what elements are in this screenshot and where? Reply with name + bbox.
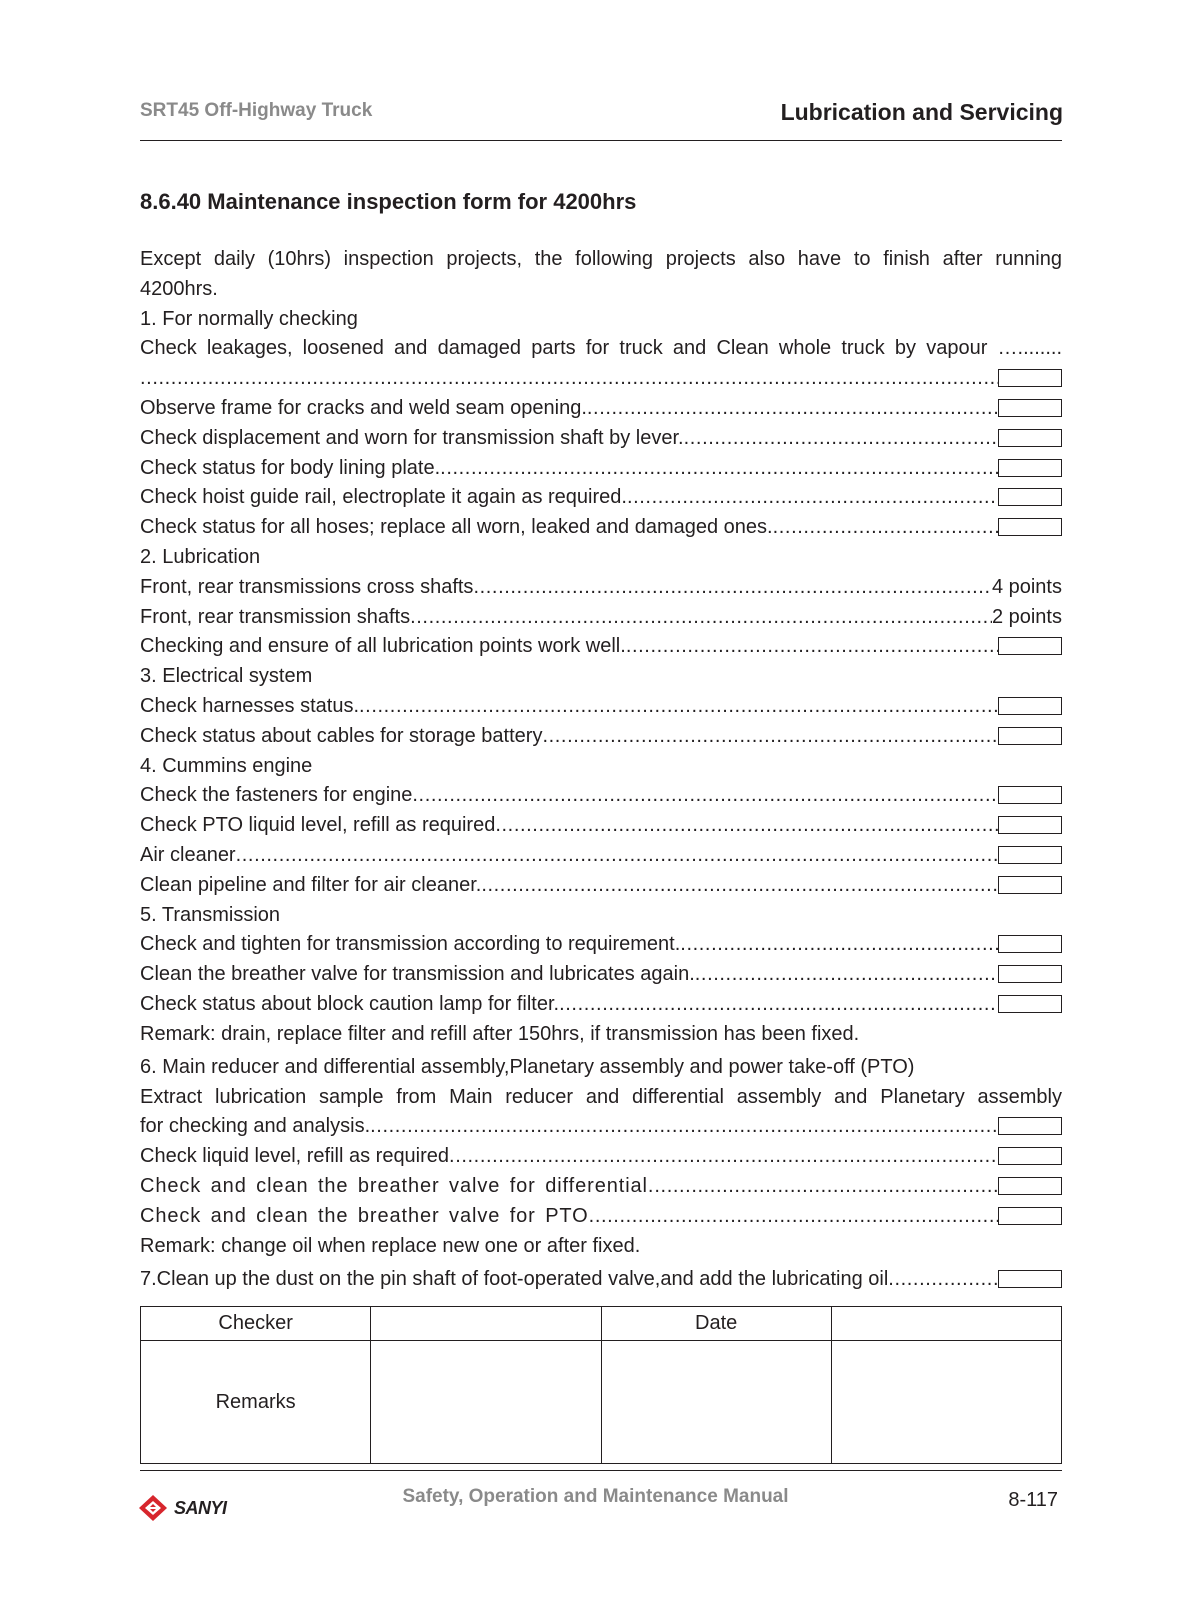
- check-label: Check PTO liquid level, refill as required: [140, 814, 496, 837]
- intro-text: 4200hrs.: [140, 277, 218, 300]
- point-count: 4 points: [991, 575, 1062, 598]
- check-box[interactable]: [998, 1117, 1062, 1135]
- checker-label: Checker: [141, 1307, 371, 1341]
- group-heading: 1. For normally checking: [140, 307, 358, 330]
- check-box[interactable]: [998, 1270, 1062, 1288]
- check-row: [140, 841, 1062, 871]
- check-row: [140, 871, 1062, 901]
- check-label: Check status for all hoses; replace all worn, leaked and damaged ones.: [140, 516, 773, 539]
- inspection-form: [140, 245, 1062, 1294]
- check-row: [140, 1265, 1062, 1295]
- leader-dots: [626, 632, 998, 662]
- check-label: 7.Clean up the dust on the pin shaft of foot-operated valve,and add the lubricating oil: [140, 1267, 889, 1290]
- check-label: Check harnesses status.: [140, 694, 359, 717]
- check-row: [140, 722, 1062, 752]
- leader-dots: [359, 692, 998, 722]
- check-box[interactable]: [998, 488, 1062, 506]
- check-label: Air cleaner: [140, 843, 236, 866]
- leader-dots: [495, 811, 998, 841]
- leader-dots: [140, 364, 998, 394]
- check-row: [140, 692, 1062, 722]
- header-truck-model: SRT45 Off-Highway Truck: [140, 100, 373, 121]
- leader-dots: [410, 603, 992, 633]
- remark-text: Remark: drain, replace filter and refill after 150hrs, if transmission has been fixed.: [140, 1022, 860, 1045]
- section-title: 8.6.40 Maintenance inspection form for 4200hrs: [140, 189, 637, 214]
- check-row: [140, 454, 1062, 484]
- footer-rule: [140, 1470, 1062, 1471]
- lead-text: Extract lubrication sample from Main reducer and differential assembly and Planetary assembly: [140, 1085, 1062, 1108]
- logo-text: SANYI: [174, 1497, 227, 1518]
- check-label: Check status about cables for storage battery: [140, 724, 543, 747]
- remarks-field[interactable]: [371, 1341, 601, 1464]
- intro-text: Except daily (10hrs) inspection projects, the following projects also have to finish after running: [140, 248, 1062, 270]
- check-label: Check status for body lining plate.: [140, 456, 441, 479]
- remarks-label: Remarks: [141, 1341, 371, 1464]
- check-box[interactable]: [998, 459, 1062, 477]
- check-box[interactable]: [998, 965, 1062, 983]
- remarks-field[interactable]: [601, 1341, 831, 1464]
- check-row: [140, 1142, 1062, 1172]
- check-row: [140, 930, 1062, 960]
- point-row: [140, 603, 1062, 633]
- check-label: Check and tighten for transmission according to requirement.: [140, 933, 681, 956]
- check-label: Checking and ensure of all lubrication points work well.: [140, 635, 626, 658]
- check-row: [140, 1202, 1062, 1232]
- leader-dots: [888, 1265, 998, 1295]
- leader-dots: [481, 871, 998, 901]
- leader-dots: [542, 722, 998, 752]
- header-chapter-title: Lubrication and Servicing: [780, 99, 1063, 125]
- leader-dots: [627, 483, 998, 513]
- check-row: [140, 483, 1062, 513]
- check-box[interactable]: [998, 1147, 1062, 1165]
- page-number: 8-117: [1008, 1489, 1058, 1511]
- check-label: Check hoist guide rail, electroplate it again as required.: [140, 486, 627, 509]
- check-box[interactable]: [998, 429, 1062, 447]
- check-label: Observe frame for cracks and weld seam opening.: [140, 396, 587, 419]
- leader-dots: [695, 960, 998, 990]
- leader-dots: [440, 454, 998, 484]
- date-label: Date: [601, 1307, 831, 1341]
- check-box[interactable]: [998, 935, 1062, 953]
- leader-dots: [473, 573, 992, 603]
- check-row: [140, 632, 1062, 662]
- leader-dots: [559, 990, 998, 1020]
- check-box[interactable]: [998, 369, 1062, 387]
- check-box[interactable]: [998, 786, 1062, 804]
- lead-text: Check leakages, loosened and damaged parts for truck and Clean whole truck by vapour …........: [140, 337, 1062, 360]
- leader-dots: [773, 513, 998, 543]
- leader-dots: [684, 424, 998, 454]
- group-heading: 3. Electrical system: [140, 665, 313, 688]
- group-heading: 5. Transmission: [140, 903, 281, 926]
- check-label: for checking and analysis.: [140, 1115, 371, 1138]
- check-label: Check and clean the breather valve for differential.: [140, 1174, 655, 1197]
- leader-dots: [449, 1142, 998, 1172]
- check-box[interactable]: [998, 1177, 1062, 1195]
- header-rule: [140, 140, 1062, 141]
- check-box[interactable]: [998, 697, 1062, 715]
- check-label: Check displacement and worn for transmission shaft by lever.: [140, 426, 684, 449]
- check-box[interactable]: [998, 816, 1062, 834]
- check-row: [140, 990, 1062, 1020]
- point-label: Front, rear transmissions cross shafts: [140, 575, 474, 598]
- point-count: 2 points: [991, 605, 1062, 628]
- check-row: [140, 394, 1062, 424]
- check-label: Clean the breather valve for transmission and lubricates again.: [140, 963, 695, 986]
- check-label: Check the fasteners for engine: [140, 784, 413, 807]
- remark-text: Remark: change oil when replace new one or after fixed.: [140, 1234, 641, 1257]
- check-box[interactable]: [998, 876, 1062, 894]
- group-heading: 4. Cummins engine: [140, 754, 313, 777]
- check-box[interactable]: [998, 846, 1062, 864]
- check-row: [140, 1172, 1062, 1202]
- check-row: [140, 781, 1062, 811]
- footer-manual-title: Safety, Operation and Maintenance Manual: [402, 1486, 789, 1507]
- check-label: Check and clean the breather valve for PTO: [140, 1204, 589, 1227]
- leader-dots: [589, 1202, 998, 1232]
- check-label: Check liquid level, refill as required: [140, 1145, 450, 1168]
- check-label: Check status about block caution lamp for filter.: [140, 992, 560, 1015]
- check-box[interactable]: [998, 995, 1062, 1013]
- signature-table: [140, 1306, 1062, 1464]
- check-row: [140, 1112, 1062, 1142]
- check-label: Clean pipeline and filter for air cleaner.: [140, 873, 482, 896]
- leader-dots: [412, 781, 998, 811]
- leader-dots: [236, 841, 998, 871]
- check-box[interactable]: [998, 399, 1062, 417]
- point-label: Front, rear transmission shafts: [140, 605, 411, 628]
- check-row: [140, 811, 1062, 841]
- check-box[interactable]: [998, 518, 1062, 536]
- checker-field[interactable]: [371, 1307, 601, 1341]
- group-heading: 6. Main reducer and differential assembly,Planetary assembly and power take-off (PTO): [140, 1055, 915, 1078]
- remarks-field[interactable]: [831, 1341, 1061, 1464]
- date-field[interactable]: [831, 1307, 1061, 1341]
- check-row: [140, 424, 1062, 454]
- check-box[interactable]: [998, 1207, 1062, 1225]
- leader-dots: [654, 1172, 998, 1202]
- check-row: [140, 364, 1062, 394]
- leader-dots: [587, 394, 998, 424]
- check-row: [140, 960, 1062, 990]
- point-row: [140, 573, 1062, 603]
- check-box[interactable]: [998, 727, 1062, 745]
- check-box[interactable]: [998, 637, 1062, 655]
- group-heading: 2. Lubrication: [140, 545, 261, 568]
- leader-dots: [680, 930, 998, 960]
- check-row: [140, 513, 1062, 543]
- leader-dots: [370, 1112, 998, 1142]
